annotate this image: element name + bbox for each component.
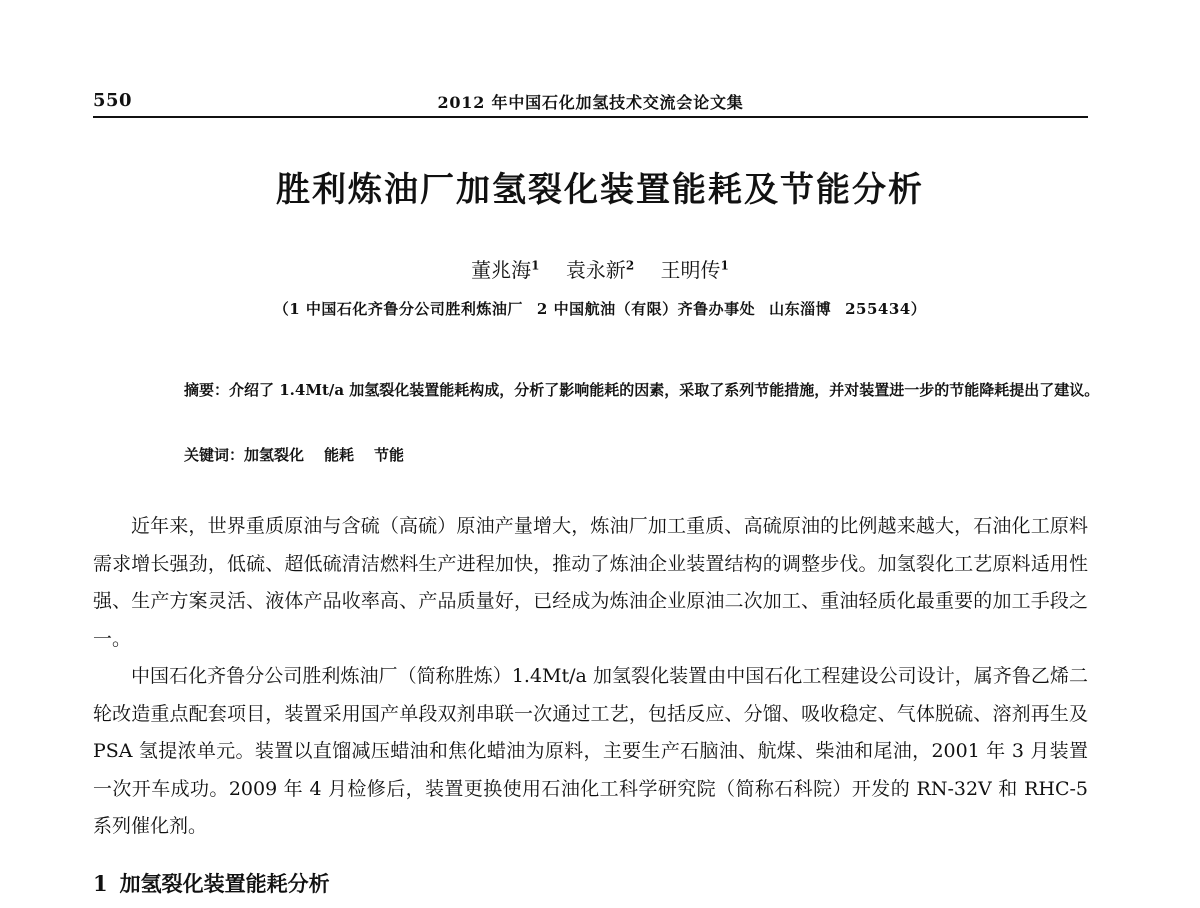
- affiliation-line: [0, 298, 1200, 319]
- paragraph: 近年来，世界重质原油与含硫（高硫）原油产量增大，炼油厂加工重质、高硫原油的比例越来越大，石油化工原料需求增长强劲，低硫、超低硫清洁燃料生产进程加快，推动了炼油企业装置结构的调整步伐。加氢裂化工艺原料适用性强、生产方案灵活、液体产品收率高、产品质量好，已经成为炼油企业原油二次加工、重油轻质化最重要的加工手段之一。: [93, 515, 1088, 650]
- paragraph: 中国石化齐鲁分公司胜利炼油厂（简称胜炼）1.4Mt/a 加氢裂化装置由中国石化工程建设公司设计，属齐鲁乙烯二轮改造重点配套项目，装置采用国产单段双剂串联一次通过工艺，包括反应、分馏、吸收稳定、气体脱硫、溶剂再生及 PSA 氢提浓单元。装置以直馏减压蜡油和焦化蜡油为原料，主要生产石脑油、航煤、柴油和尾油，2001 年 3 月装置一次开车成功。2009 年 4 月检修后，装置更换使用石油化工科学研究院（简称石科院）开发的 RN-32V 和 RHC-5 系列催化剂。: [93, 665, 1088, 837]
- page-number: 550: [93, 90, 133, 111]
- postcode: 255434: [845, 300, 911, 318]
- section-number: 1: [93, 871, 108, 896]
- body-text: [93, 508, 1088, 846]
- paper-title: 胜利炼油厂加氢裂化装置能耗及节能分析: [276, 170, 924, 210]
- paren-close: ）: [910, 300, 927, 318]
- affiliation-1: 1 中国石化齐鲁分公司胜利炼油厂: [289, 300, 523, 318]
- keyword: 能耗: [324, 446, 355, 464]
- keyword: 加氢裂化: [244, 446, 305, 464]
- keywords: [184, 444, 424, 465]
- author: [661, 258, 729, 282]
- affiliation-place: 山东淄博: [769, 300, 832, 318]
- author-name: 王明传: [660, 258, 721, 282]
- keyword: 节能: [374, 446, 405, 464]
- abstract-text: 介绍了 1.4Mt/a 加氢裂化装置能耗构成，分析了影响能耗的因素，采取了系列节能措施，并对装置进一步的节能降耗提出了建议。: [229, 381, 1100, 399]
- author: [471, 258, 539, 282]
- section-heading: [93, 868, 330, 898]
- affiliation-mark: 1: [531, 258, 540, 273]
- abstract: [140, 372, 1100, 408]
- affiliation-mark: 2: [625, 258, 635, 273]
- author-name: 董兆海: [471, 258, 532, 282]
- keywords-label: 关键词：: [184, 446, 245, 464]
- author: [566, 258, 634, 282]
- abstract-label: 摘要：: [184, 381, 230, 399]
- author-list: [0, 254, 1200, 283]
- affiliation-mark: 1: [720, 258, 729, 273]
- author-name: 袁永新: [565, 258, 626, 282]
- affiliation-2: 2 中国航油（有限）齐鲁办事处: [536, 300, 756, 318]
- section-title: 加氢裂化装置能耗分析: [119, 871, 330, 896]
- running-title: 2012 年中国石化加氢技术交流会论文集: [437, 93, 744, 112]
- running-header: [93, 82, 1088, 118]
- paren-open: （: [273, 300, 290, 318]
